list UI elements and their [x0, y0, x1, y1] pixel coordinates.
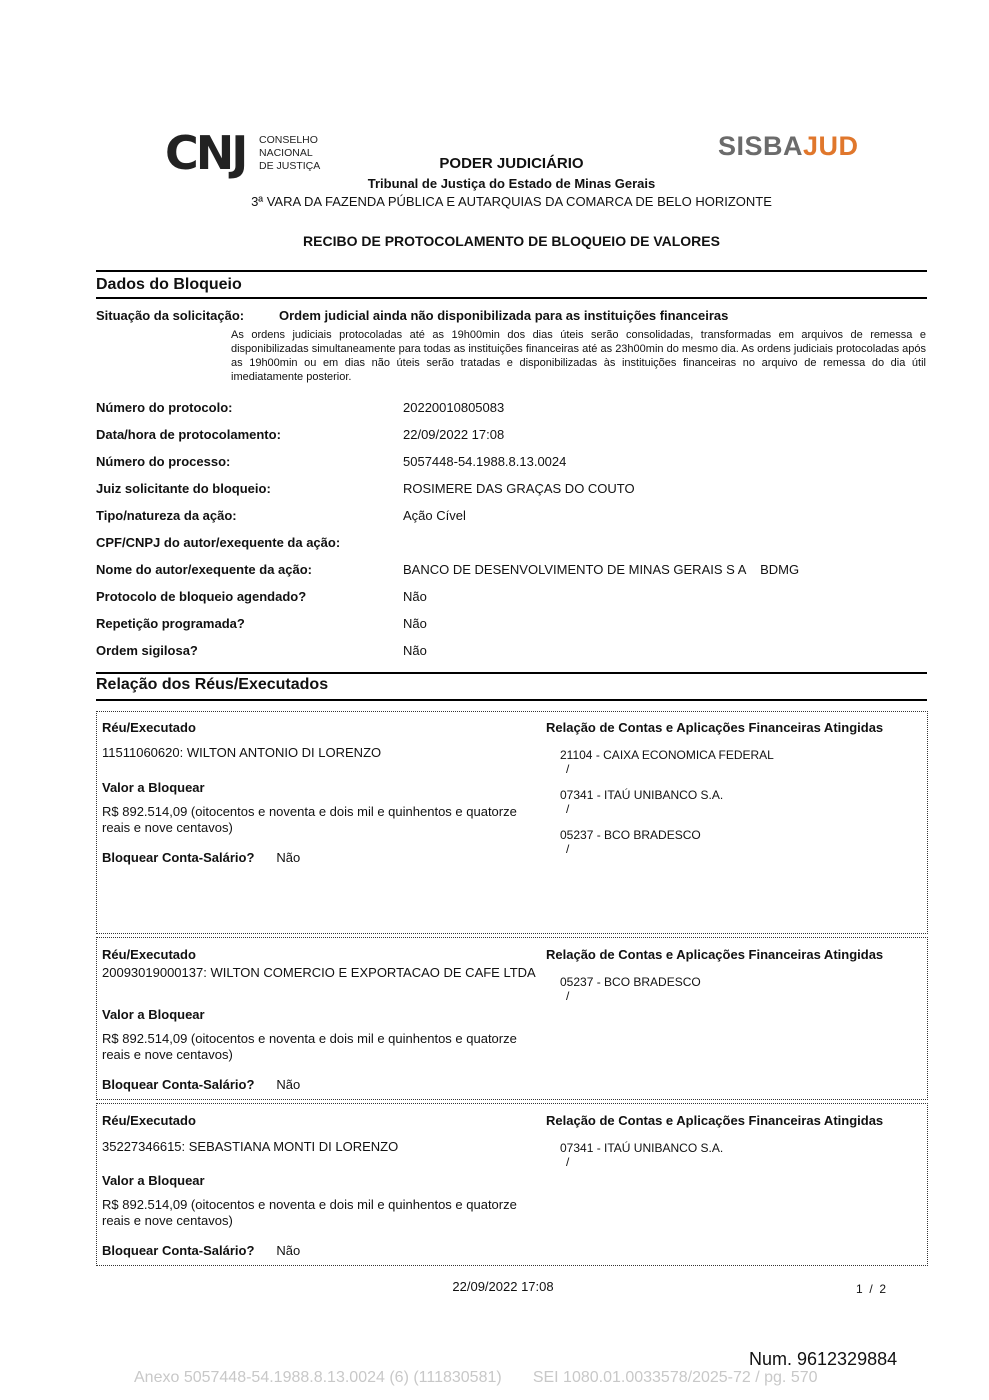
cnj-line-1: CONSELHO	[259, 134, 318, 146]
section-title-dados: Dados do Bloqueio	[96, 276, 242, 293]
field-label-cpf-cnpj: CPF/CNPJ do autor/exequente da ação:	[96, 535, 341, 550]
field-label-protocolo: Número do protocolo:	[96, 400, 233, 415]
section-rule-top	[96, 270, 927, 272]
reu-label: Réu/Executado	[102, 947, 196, 962]
field-value-tipo-acao: Ação Cível	[403, 508, 466, 523]
vara-heading: 3ª VARA DA FAZENDA PÚBLICA E AUTARQUIAS DA COMARCA DE BELO HORIZONTE	[251, 194, 772, 209]
reu-box	[96, 1103, 928, 1266]
valor-label: Valor a Bloquear	[102, 1007, 205, 1022]
section-rule-bottom	[96, 297, 927, 299]
field-label-repeticao: Repetição programada?	[96, 616, 245, 631]
sisbajud-logo-part2: JUD	[803, 131, 859, 161]
reu-name: 11511060620: WILTON ANTONIO DI LORENZO	[102, 745, 382, 760]
section-rule-top	[96, 672, 927, 674]
field-value-nome-autor: BANCO DE DESENVOLVIMENTO DE MINAS GERAIS S A BDMG	[403, 562, 800, 577]
accounts-title: Relação de Contas e Aplicações Financeiras Atingidas	[546, 947, 884, 962]
conta-salario-value: Não	[276, 1243, 301, 1258]
account-item	[560, 1141, 723, 1169]
account-name: 07341 - ITAÚ UNIBANCO S.A.	[560, 1141, 724, 1155]
account-slash: /	[566, 842, 570, 856]
valor-value: R$ 892.514,09 (oitocentos e noventa e dois mil e quinhentos e quatorze reais e nove centavos)	[102, 1031, 517, 1062]
situacao-note: As ordens judiciais protocoladas até as 19h00min dos dias úteis serão consolidadas, transformadas em arquivos de remessa e disponibilizadas simultaneamente para todas as instituições financeiras até as 23h00min do mesmo dia. As ordens judiciais protocoladas após as 19h00min ou em dias não úteis serão tratadas e disponibilizadas às instituições financeiras no arquivo de remessa do dia útil imediatamente posterior.	[231, 329, 926, 383]
account-item	[560, 748, 774, 776]
reu-label: Réu/Executado	[102, 1113, 196, 1128]
section-title-reus: Relação dos Réus/Executados	[96, 676, 329, 693]
account-name: 21104 - CAIXA ECONOMICA FEDERAL	[560, 748, 774, 762]
field-label-nome-autor: Nome do autor/exequente da ação:	[96, 562, 312, 577]
page-number: 1 / 2	[856, 1282, 887, 1296]
field-label-sigilosa: Ordem sigilosa?	[96, 643, 198, 658]
conta-salario-label: Bloquear Conta-Salário?	[102, 1077, 255, 1092]
cnj-line-3: DE JUSTIÇA	[259, 160, 321, 172]
account-slash: /	[566, 1155, 570, 1169]
field-label-data-hora: Data/hora de protocolamento:	[96, 427, 281, 442]
field-value-agendado: Não	[403, 589, 427, 604]
sisbajud-logo-part1: SISBA	[718, 131, 804, 161]
field-value-protocolo: 20220010805083	[403, 400, 505, 415]
cnj-line-2: NACIONAL	[259, 147, 313, 159]
field-value-data-hora: 22/09/2022 17:08	[403, 427, 505, 442]
footer-date: 22/09/2022 17:08	[452, 1279, 554, 1294]
reu-label: Réu/Executado	[102, 720, 196, 735]
accounts-title: Relação de Contas e Aplicações Financeiras Atingidas	[546, 720, 884, 735]
cnj-logo-mark: CNJ	[165, 126, 246, 180]
conta-salario-row	[102, 1077, 300, 1092]
account-item	[560, 788, 723, 816]
field-value-juiz: ROSIMERE DAS GRAÇAS DO COUTO	[403, 481, 635, 496]
field-value-repeticao: Não	[403, 616, 427, 631]
valor-value: R$ 892.514,09 (oitocentos e noventa e dois mil e quinhentos e quatorze reais e nove centavos)	[102, 804, 517, 835]
account-item	[560, 975, 701, 1003]
situacao-value: Ordem judicial ainda não disponibilizada para as instituições financeiras	[279, 308, 729, 323]
account-item	[560, 828, 701, 856]
conta-salario-row	[102, 1243, 300, 1258]
field-label-tipo-acao: Tipo/natureza da ação:	[96, 508, 237, 523]
field-label-agendado: Protocolo de bloqueio agendado?	[96, 589, 307, 604]
account-name: 07341 - ITAÚ UNIBANCO S.A.	[560, 788, 724, 802]
accounts-title: Relação de Contas e Aplicações Financeiras Atingidas	[546, 1113, 884, 1128]
document-number: Num. 9612329884	[749, 1349, 898, 1369]
valor-value: R$ 892.514,09 (oitocentos e noventa e dois mil e quinhentos e quatorze reais e nove centavos)	[102, 1197, 517, 1228]
field-label-processo: Número do processo:	[96, 454, 231, 469]
field-value-sigilosa: Não	[403, 643, 427, 658]
tribunal-heading: Tribunal de Justiça do Estado de Minas Gerais	[367, 176, 656, 191]
reu-box	[96, 937, 928, 1100]
account-slash: /	[566, 802, 570, 816]
conta-salario-value: Não	[276, 1077, 301, 1092]
reu-name: 35227346615: SEBASTIANA MONTI DI LORENZO	[102, 1139, 399, 1154]
situacao-label: Situação da solicitação:	[96, 308, 245, 323]
field-label-juiz: Juiz solicitante do bloqueio:	[96, 481, 271, 496]
reu-name: 20093019000137: WILTON COMERCIO E EXPORTACAO DE CAFE LTDA	[102, 965, 536, 980]
account-slash: /	[566, 762, 570, 776]
account-name: 05237 - BCO BRADESCO	[560, 975, 701, 989]
conta-salario-row	[102, 850, 300, 865]
conta-salario-label: Bloquear Conta-Salário?	[102, 850, 255, 865]
account-slash: /	[566, 989, 570, 1003]
poder-judiciario-heading: PODER JUDICIÁRIO	[439, 155, 584, 172]
valor-label: Valor a Bloquear	[102, 780, 205, 795]
document-title: RECIBO DE PROTOCOLAMENTO DE BLOQUEIO DE VALORES	[303, 233, 720, 249]
valor-label: Valor a Bloquear	[102, 1173, 205, 1188]
anexo-watermark: Anexo 5057448-54.1988.8.13.0024 (6) (111830581) SEI 1080.01.0033578/2025-72 / pg. 570	[134, 1369, 818, 1386]
conta-salario-label: Bloquear Conta-Salário?	[102, 1243, 255, 1258]
conta-salario-value: Não	[276, 850, 301, 865]
section-rule-bottom	[96, 699, 927, 701]
account-name: 05237 - BCO BRADESCO	[560, 828, 701, 842]
reu-box	[96, 711, 928, 934]
field-value-processo: 5057448-54.1988.8.13.0024	[403, 454, 567, 469]
